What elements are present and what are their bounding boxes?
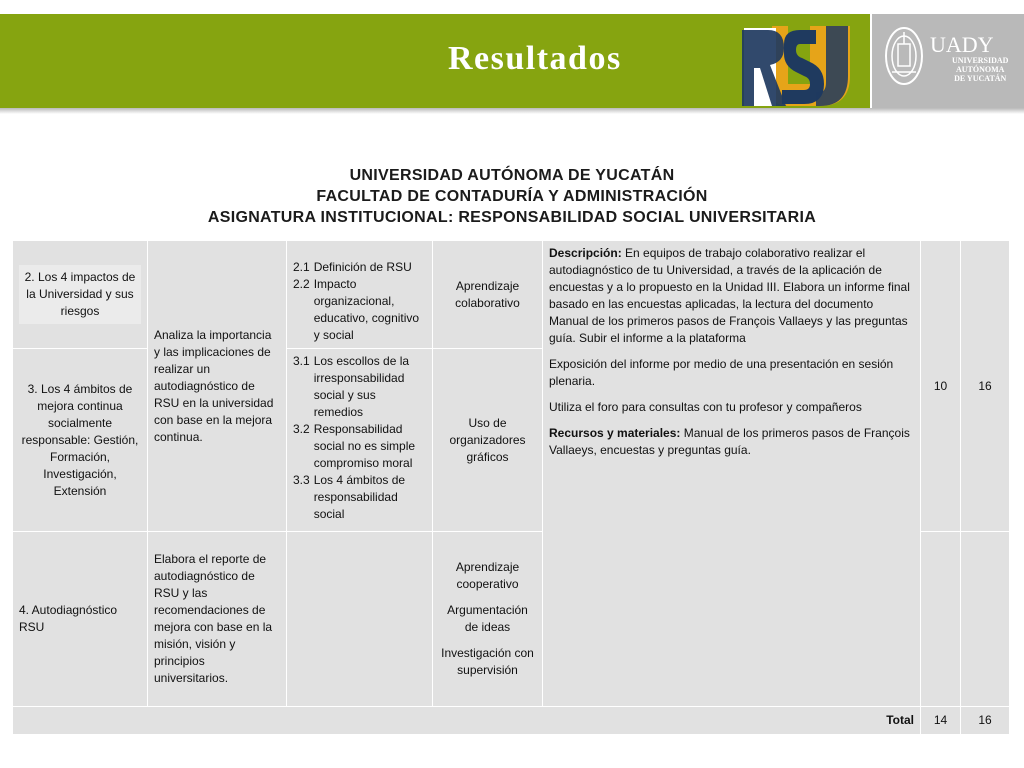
uady-logo — [872, 14, 1024, 108]
total-presencial: 14 — [921, 707, 961, 735]
total-label: Total — [13, 707, 921, 735]
program-table — [12, 240, 1010, 735]
total-independiente: 16 — [961, 707, 1010, 735]
rsu-logo — [724, 10, 864, 110]
horas-independiente-cell: 16 — [961, 241, 1010, 532]
subtemas-cell — [287, 532, 433, 707]
estrategia-cell: Aprendizaje colaborativo — [433, 241, 543, 349]
total-row — [13, 707, 1010, 735]
subtemas-cell — [287, 241, 433, 349]
heading-subject: ASIGNATURA INSTITUCIONAL: RESPONSABILIDAD SOCIAL UNIVERSITARIA — [207, 209, 817, 226]
objetivo-cell: Analiza la importancia y las implicaciones de realizar un autodiagnóstico de RSU en la universidad con base en la mejora continua. — [148, 241, 287, 532]
tema-cell: 3. Los 4 ámbitos de mejora continua socialmente responsable: Gestión, Formación, Investigación, Extensión — [13, 349, 148, 532]
slide-title: Resultados — [448, 40, 622, 77]
recursos-text: Manual de los primeros pasos de François Vallaeys, encuestas y preguntas guía. — [549, 426, 910, 457]
estrategia-item: Argumentación de ideas — [447, 603, 528, 634]
heading-faculty: FACULTAD DE CONTADURÍA Y ADMINISTRACIÓN — [316, 188, 708, 205]
uady-seal-icon — [882, 24, 926, 88]
list-item: 2.2 Impacto organizacional, educativo, cognitivo y social — [293, 277, 420, 342]
recursos-label: Recursos y materiales: — [549, 426, 681, 440]
estrategia-cell — [433, 532, 543, 707]
uady-name: UADY — [930, 32, 994, 57]
descripcion-text: En equipos de trabajo colaborativo realizar el autodiagnóstico de tu Universidad, a través de la aplicación de encuestas y a lo propuesto en la Unidad III. Elabora un informe final basado en las encuestas aplicadas, la lectura del documento Manual de los primeros pasos de François Vallaeys y las preguntas guía. Subir el informe a la plataforma — [549, 246, 910, 345]
tema-cell: 4. Autodiagnóstico RSU — [13, 532, 148, 707]
foro-text: Utiliza el foro para consultas con tu profesor y compañeros — [549, 400, 862, 414]
list-item: 3.2 Responsabilidad social no es simple compromiso moral — [293, 422, 416, 470]
uady-subtitle: UNIVERSIDAD AUTÓNOMA DE YUCATÁN — [952, 56, 1009, 83]
objetivo-cell: Elabora el reporte de autodiagnóstico de RSU y las recomendaciones de mejora con base en la misión, visión y principios universitarios. — [148, 532, 287, 707]
horas-presencial-cell: 10 — [921, 241, 961, 532]
estrategia-item: Investigación con supervisión — [441, 646, 534, 677]
descripcion-label: Descripción: — [549, 246, 622, 260]
horas-independiente-cell — [961, 532, 1010, 707]
subtemas-list — [293, 259, 426, 344]
banner-shadow — [0, 108, 1024, 114]
table-row — [13, 241, 1010, 349]
tema-text: 2. Los 4 impactos de la Universidad y sus riesgos — [19, 265, 141, 324]
list-item: 2.1 Definición de RSU — [293, 260, 412, 274]
estrategia-cell: Uso de organizadores gráficos — [433, 349, 543, 532]
tema-cell — [13, 241, 148, 349]
heading-university: UNIVERSIDAD AUTÓNOMA DE YUCATÁN — [349, 167, 675, 184]
list-item: 3.3 Los 4 ámbitos de responsabilidad social — [293, 473, 406, 521]
subtemas-cell — [287, 349, 433, 532]
actividades-cell — [543, 241, 921, 707]
subtemas-list — [293, 353, 426, 523]
horas-presencial-cell — [921, 532, 961, 707]
estrategia-item: Aprendizaje cooperativo — [455, 560, 520, 591]
exposicion-text: Exposición del informe por medio de una presentación en sesión plenaria. — [549, 357, 894, 388]
list-item: 3.1 Los escollos de la irresponsabilidad social y sus remedios — [293, 354, 410, 419]
